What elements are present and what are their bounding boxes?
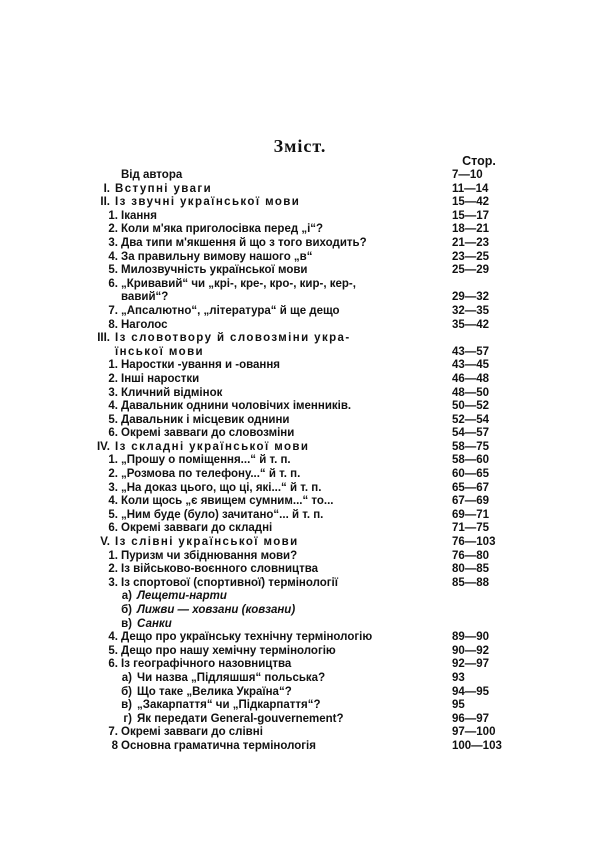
- toc-entry: [0, 482, 600, 496]
- toc-entry-pages: 11—14: [452, 182, 489, 195]
- toc-entry-pages: 23—25: [452, 250, 490, 263]
- toc-entry-title: Кличний відмінок: [121, 386, 223, 399]
- toc-entry: [0, 645, 600, 659]
- toc-entry-title: Окремі завваги до складні: [121, 522, 273, 535]
- toc-entry-title: Лещети-нарти: [137, 590, 227, 603]
- toc-entry-pages: 52—54: [452, 413, 490, 426]
- toc-entry: [0, 305, 600, 319]
- toc-entry-number: 2.: [108, 372, 118, 385]
- toc-entry: [0, 210, 600, 224]
- toc-entry-number: 1.: [108, 359, 118, 372]
- toc-entry-title: „На доказ цього, що ці, які...“ й т. п.: [121, 481, 322, 494]
- toc-entry-title: Санки: [137, 617, 172, 630]
- toc-entry-number: 3.: [108, 481, 118, 494]
- toc-entry-title: Давальник однини чоловічих іменників.: [121, 400, 352, 413]
- toc-entry-title: Із звучні української мови: [115, 196, 301, 209]
- toc-entry-number: 3.: [108, 236, 118, 249]
- toc-entry-title: Дещо про нашу хемічну термінологію: [121, 644, 336, 657]
- toc-entry: [0, 550, 600, 564]
- toc-entry-title: Пуризм чи збіднювання мови?: [121, 549, 298, 562]
- toc-entry: [0, 495, 600, 509]
- page-column-header: Стор.: [462, 154, 496, 168]
- toc-entry-pages: 80—85: [452, 563, 490, 576]
- toc-entry-title: Давальник і місцевик однини: [121, 413, 290, 426]
- toc-entry-number: III.: [97, 332, 110, 345]
- toc-entry-number: 5.: [108, 264, 118, 277]
- toc-entry-pages: 90—92: [452, 644, 490, 657]
- toc-entry-number: 5.: [108, 644, 118, 657]
- toc-entry-pages: 76—80: [452, 549, 490, 562]
- page-title: Зміст.: [273, 136, 327, 156]
- toc-entry-pages: 94—95: [452, 685, 490, 698]
- toc-entry: [0, 251, 600, 265]
- toc-entry-pages: 32—35: [452, 304, 490, 317]
- toc-entry-number: г): [123, 712, 132, 725]
- toc-entry: [0, 223, 600, 237]
- toc-entry: [0, 604, 600, 618]
- toc-entry-pages: 18—21: [452, 223, 490, 236]
- toc-entry-number: 4.: [108, 631, 118, 644]
- toc-entry-number: I.: [103, 182, 110, 195]
- toc-entry-pages: 58—75: [452, 440, 490, 453]
- toc-entry-number: 3.: [108, 576, 118, 589]
- toc-entry-number: в): [121, 617, 132, 630]
- toc-entry-title: „Розмова по телефону...“ й т. п.: [121, 468, 301, 481]
- toc-entry: [0, 563, 600, 577]
- toc-entry: [0, 400, 600, 414]
- toc-entry: [0, 332, 600, 346]
- toc-entry-title: Із спортової (спортивної) термінології: [121, 576, 338, 589]
- toc-entry-pages: 100—103: [452, 739, 502, 752]
- toc-entry: [0, 359, 600, 373]
- toc-entry: [0, 536, 600, 550]
- toc-entry-number: 4.: [108, 495, 118, 508]
- toc-entry-pages: 92—97: [452, 658, 490, 671]
- toc-entry: [0, 672, 600, 686]
- toc-entry: [0, 387, 600, 401]
- toc-entry-title: „Кривавий“ чи „крі-, кре-, кро-, кир-, кер-,: [121, 277, 356, 290]
- toc-entry: [0, 713, 600, 727]
- toc-entry: [0, 509, 600, 523]
- toc-entry-number: б): [121, 604, 132, 616]
- toc-entry: [0, 169, 600, 183]
- toc-entry: [0, 291, 600, 305]
- toc-entry-title: „Апсалютно“, „лiтература“ й ще дещо: [121, 304, 340, 317]
- toc-entry-pages: 29—32: [452, 291, 490, 304]
- toc-entry-number: 5.: [108, 413, 118, 426]
- toc-entry-title: Із слівні української мови: [115, 536, 299, 549]
- toc-entry-pages: 60—65: [452, 468, 490, 481]
- toc-entry-pages: 15—42: [452, 196, 490, 209]
- toc-entry: [0, 196, 600, 210]
- toc-entry-pages: 35—42: [452, 318, 490, 331]
- toc-entry-number: 3.: [108, 386, 118, 399]
- toc-entry: [0, 373, 600, 387]
- toc-entry-title: Основна граматична термінологія: [121, 739, 316, 752]
- toc-entry-pages: 85—88: [452, 576, 490, 589]
- toc-entry: [0, 590, 600, 604]
- toc-entry-number: 8: [111, 739, 118, 752]
- toc-entry-pages: 76—103: [452, 536, 496, 549]
- toc-entry-title: Із географічного назовництва: [121, 658, 292, 671]
- toc-entry-title: Окремі завваги до словозміни: [121, 427, 295, 440]
- toc-entry-pages: 25—29: [452, 264, 490, 277]
- toc-entry-pages: 58—60: [452, 454, 490, 467]
- toc-entry-title: Як передати General-gouvernement?: [137, 712, 344, 725]
- toc-entry-title: „Закарпаття“ чи „Підкарпаття“?: [137, 699, 321, 712]
- toc-entry: [0, 618, 600, 632]
- toc-entry-number: 7.: [108, 726, 118, 739]
- toc-entry-title: Наголос: [121, 318, 168, 331]
- toc-entry-number: 1.: [108, 209, 118, 222]
- toc-entry: [0, 319, 600, 333]
- toc-entry-title: Коли щось „є явищем сумним...“ то...: [121, 495, 334, 508]
- toc-entry: [0, 264, 600, 278]
- toc-entry-pages: 7—10: [452, 169, 483, 181]
- toc-entry-pages: 71—75: [452, 522, 490, 535]
- toc-entry-pages: 95: [452, 699, 465, 712]
- toc-entry: [0, 441, 600, 455]
- toc-entry-pages: 96—97: [452, 712, 490, 725]
- toc-entry-number: 5.: [108, 508, 118, 521]
- toc-entry-pages: 93: [452, 671, 465, 684]
- toc-entry: [0, 726, 600, 740]
- toc-entry-title: Від автора: [121, 169, 183, 181]
- toc-entry-pages: 50—52: [452, 400, 490, 413]
- toc-entry-number: 6.: [108, 427, 118, 440]
- toc-entry-title: Дещо про українську технічну термінологію: [121, 631, 373, 644]
- toc-entry-pages: 54—57: [452, 427, 490, 440]
- toc-entry-title: Милозвучність української мови: [121, 264, 308, 277]
- toc-entry-number: 2.: [108, 563, 118, 576]
- toc-entry-title: Вступні уваги: [115, 182, 213, 195]
- toc-entry: [0, 468, 600, 482]
- toc-entry: [0, 740, 600, 754]
- toc-entry-number: 8.: [108, 318, 118, 331]
- toc-entry-number: в): [121, 699, 132, 712]
- toc-entry-title: Із словотвору й словозміни укра-: [115, 332, 351, 345]
- toc-entry-number: V.: [100, 536, 110, 549]
- toc-entry-pages: 46—48: [452, 372, 490, 385]
- toc-entry: [0, 686, 600, 700]
- toc-entry-title: Інші наростки: [121, 372, 200, 385]
- toc-entry: [0, 237, 600, 251]
- toc-entry-pages: 43—45: [452, 359, 490, 372]
- toc-entry-number: a): [121, 590, 132, 603]
- table-of-contents: [0, 169, 600, 754]
- toc-entry-number: 1.: [108, 454, 118, 467]
- toc-entry-number: II.: [100, 196, 110, 209]
- toc-entry-number: 1.: [108, 549, 118, 562]
- toc-entry-number: б): [121, 685, 132, 698]
- toc-entry: [0, 414, 600, 428]
- toc-entry-number: 4.: [108, 400, 118, 413]
- toc-entry-number: 6.: [108, 277, 118, 290]
- toc-entry-pages: 43—57: [452, 345, 490, 358]
- toc-entry-pages: 65—67: [452, 481, 490, 494]
- toc-entry-pages: 21—23: [452, 236, 490, 249]
- toc-entry: [0, 278, 600, 292]
- toc-entry-title: „Ним буде (було) зачитано“... й т. п.: [121, 508, 324, 521]
- toc-entry-title: Із військово-воєнного словництва: [121, 563, 319, 576]
- toc-entry-title: „Прошу о поміщення...“ й т. п.: [121, 454, 291, 467]
- toc-entry-pages: 48—50: [452, 386, 490, 399]
- toc-entry-title: Із складні української мови: [115, 440, 310, 453]
- toc-entry-pages: 69—71: [452, 508, 490, 521]
- toc-entry-pages: 67—69: [452, 495, 490, 508]
- toc-entry-title: Окремі завваги до слівні: [121, 726, 263, 739]
- toc-entry-title: Що таке „Велика Україна“?: [137, 685, 292, 698]
- toc-entry-title: Наростки -ування и -овання: [121, 359, 281, 372]
- toc-entry-number: 2.: [108, 223, 118, 236]
- toc-entry-number: 4.: [108, 250, 118, 263]
- toc-entry-title: вавий“?: [121, 291, 169, 304]
- toc-entry-number: 6.: [108, 522, 118, 535]
- toc-entry-number: 6.: [108, 658, 118, 671]
- toc-entry-title: За правильну вимову нашого „в“: [121, 250, 313, 263]
- toc-entry-number: 7.: [108, 304, 118, 317]
- toc-entry-title: Чи назва „Підляшшя“ польська?: [137, 671, 326, 684]
- toc-entry-number: IV.: [96, 440, 110, 453]
- toc-entry-pages: 97—100: [452, 726, 496, 739]
- toc-entry-title: Коли м'яка приголосівка перед „і“?: [121, 223, 324, 236]
- toc-entry-pages: 15—17: [452, 209, 490, 222]
- toc-entry: [0, 183, 600, 197]
- toc-entry-pages: 89—90: [452, 631, 490, 644]
- toc-entry-title: Два типи м'якшення й що з того виходить?: [121, 236, 367, 249]
- toc-entry-number: 2.: [108, 468, 118, 481]
- toc-entry: [0, 522, 600, 536]
- toc-entry-number: a): [121, 671, 132, 684]
- toc-entry: [0, 699, 600, 713]
- toc-entry-title: Лижви — ховзани (ковзани): [137, 604, 296, 616]
- toc-entry: [0, 577, 600, 591]
- toc-entry-title: Ікання: [121, 209, 157, 222]
- toc-entry: [0, 427, 600, 441]
- toc-entry: [0, 346, 600, 360]
- toc-entry-title: їнської мови: [115, 345, 205, 358]
- toc-entry: [0, 658, 600, 672]
- toc-entry: [0, 631, 600, 645]
- toc-entry: [0, 454, 600, 468]
